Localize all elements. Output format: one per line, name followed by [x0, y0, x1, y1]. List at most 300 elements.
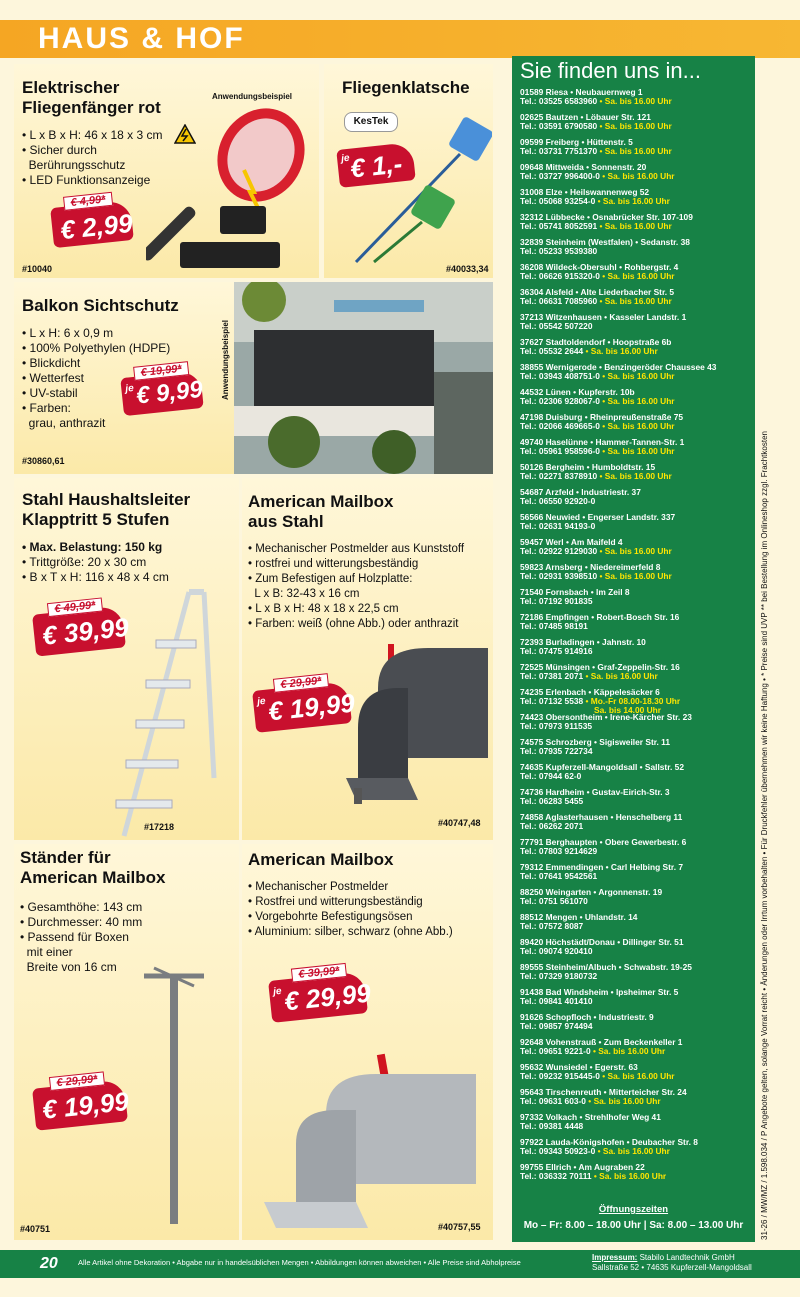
phone-number: Tel.: 05068 93254-0: [520, 195, 596, 206]
impressum-address: Sallstraße 52 • 74635 Kupferzell-Mangoldsall: [592, 1263, 752, 1272]
store-entry: [520, 913, 716, 938]
phone-number: Tel.: 03727 996400-0: [520, 170, 600, 181]
phone-number: Tel.: 07935 722734: [520, 745, 593, 756]
store-address: 32312 Lübbecke • Osnabrücker Str. 107-109: [520, 212, 693, 222]
feature: • Max. Belastung: 150 kg: [22, 540, 163, 554]
separator: •: [599, 1070, 608, 1081]
store-phone: [520, 647, 716, 656]
product-title: [22, 490, 190, 530]
phone-number: Tel.: 05542 507220: [520, 320, 593, 331]
phone-number: Tel.: 09841 401410: [520, 995, 593, 1006]
separator: •: [585, 1095, 594, 1106]
title-line: Stahl Haushaltsleiter: [22, 490, 191, 509]
sku: #40751: [20, 1224, 51, 1234]
feature-list: [22, 128, 162, 188]
store-phone: [520, 922, 716, 931]
store-entry: [520, 863, 716, 888]
store-entry: [520, 113, 716, 138]
footer: [0, 1250, 800, 1278]
saturday-hours: Sa. bis 16.00 Uhr: [604, 95, 672, 106]
feature: • Sicher durch: [22, 143, 97, 157]
feature: grau, anthrazit: [22, 416, 106, 430]
phone-number: Tel.: 07973 911535: [520, 720, 593, 731]
saturday-hours: Sa. bis 16.00 Uhr: [604, 220, 672, 231]
store-phone: [520, 172, 716, 181]
price-badge: [120, 362, 204, 416]
phone-number: Tel.: 03731 7751370: [520, 145, 598, 156]
separator: •: [583, 670, 591, 681]
phone-number: Tel.: 07132 5538: [520, 695, 584, 706]
usage-example-label: Anwendungsbeispiel: [212, 92, 293, 101]
store-phone: [520, 522, 716, 531]
saturday-hours: Sa. bis 16.00 Uhr: [593, 1095, 661, 1106]
product-title: [20, 848, 166, 888]
sku: #40757,55: [438, 1222, 481, 1232]
opening-hours: Mo – Fr: 8.00 – 18.00 Uhr | Sa: 8.00 – 13.00 Uhr: [523, 1220, 744, 1231]
phone-number: Tel.: 02066 469665-0: [520, 420, 600, 431]
product-mailbox-stand: [14, 844, 239, 1240]
store-phone: [520, 447, 716, 456]
old-price: € 4,99*: [63, 192, 113, 211]
feature: • L x B x H: 48 x 18 x 22,5 cm: [248, 603, 399, 615]
store-address: 59457 Werl • Am Maifeld 4: [520, 537, 623, 547]
brand-name: KesTek: [353, 116, 389, 127]
saturday-hours: Sa. bis 16.00 Uhr: [607, 370, 675, 381]
feature: • Gesamthöhe: 143 cm: [20, 900, 143, 914]
store-entry: [520, 813, 716, 838]
phone-number: Tel.: 07944 62-0: [520, 770, 582, 781]
price: € 39,99: [40, 611, 131, 651]
store-entry: [520, 688, 716, 713]
store-phone: [520, 497, 716, 506]
store-phone: [520, 297, 716, 306]
phone-number: Tel.: 09343 50923-0: [520, 1145, 596, 1156]
store-address: 50126 Bergheim • Humboldtstr. 15: [520, 462, 656, 472]
price-badge: [268, 964, 373, 1023]
store-entry: [520, 313, 716, 338]
saturday-hours: Sa. bis 16.00 Uhr: [607, 445, 675, 456]
price-badge: [252, 674, 357, 733]
feature: L x B: 32-43 x 16 cm: [248, 588, 360, 600]
saturday-hours: Sa. bis 16.00 Uhr: [602, 195, 670, 206]
store-phone: [520, 947, 716, 956]
separator: •: [597, 570, 605, 581]
product-fly-zapper: [14, 64, 319, 278]
store-address: 71540 Fornsbach • Im Zeil 8: [520, 587, 630, 597]
store-phone: [520, 672, 716, 681]
separator: •: [590, 1045, 599, 1056]
store-address: 97332 Volkach • Strehlhofer Weg 41: [520, 1112, 661, 1122]
phone-number: Tel.: 05532 2644: [520, 345, 584, 356]
store-address: 59823 Arnsberg • Niedereimerfeld 8: [520, 562, 661, 572]
store-locator: [512, 56, 755, 1242]
store-phone: [520, 1122, 716, 1131]
store-phone: [520, 97, 716, 106]
price-prefix: je: [272, 985, 283, 998]
price: € 2,99: [58, 207, 134, 246]
store-phone: [520, 472, 716, 481]
old-price: € 29,99*: [273, 673, 329, 693]
feature: • Mechanischer Postmelder aus Kunststoff: [248, 543, 465, 555]
store-phone: [520, 797, 716, 806]
store-address: 77791 Berghaupten • Obere Gewerbestr. 6: [520, 837, 687, 847]
saturday-hours: Sa. bis 16.00 Uhr: [607, 270, 675, 281]
product-mailbox-steel: [242, 478, 493, 840]
saturday-hours: Sa. bis 16.00 Uhr: [604, 545, 672, 556]
store-address: 37627 Stadtoldendorf • Hoopstraße 6b: [520, 337, 672, 347]
store-address: 36304 Alsfeld • Alte Liederbacher Str. 5: [520, 287, 675, 297]
price-prefix: je: [340, 152, 351, 165]
store-entry: [520, 1113, 716, 1138]
store-phone: [520, 747, 716, 756]
feature: • Trittgröße: 20 x 30 cm: [22, 555, 147, 569]
product-swatter: [324, 64, 493, 278]
store-phone: [520, 997, 716, 1006]
store-phone: [520, 1047, 716, 1056]
store-address: 54687 Arzfeld • Industriestr. 37: [520, 487, 641, 497]
store-entry: [520, 888, 716, 913]
store-address: 44532 Lünen • Kupferstr. 10b: [520, 387, 635, 397]
phone-number: Tel.: 06631 7085960: [520, 295, 598, 306]
saturday-hours: Sa. bis 16.00 Uhr: [607, 395, 675, 406]
price-badge: [50, 193, 134, 248]
store-entry: [520, 1088, 716, 1113]
price-prefix: je: [124, 382, 135, 395]
store-address: 95643 Tirschenreuth • Mitterteicher Str. 24: [520, 1087, 687, 1097]
saturday-hours: Sa. bis 16.00 Uhr: [607, 170, 675, 181]
saturday-hours: Sa. bis 16.00 Uhr: [604, 470, 672, 481]
store-phone: [520, 822, 716, 831]
phone-number: Tel.: 07485 98191: [520, 620, 588, 631]
store-address: 91438 Bad Windsheim • Ipsheimer Str. 5: [520, 987, 679, 997]
store-entry: [520, 663, 716, 688]
store-phone: [520, 222, 716, 231]
phone-number: Tel.: 07572 8087: [520, 920, 584, 931]
balcony-image: [234, 282, 493, 474]
store-phone: [520, 397, 716, 406]
page-title: HAUS & HOF: [38, 22, 245, 55]
store-entry: [520, 938, 716, 963]
store-entry: [520, 538, 716, 563]
separator: •: [597, 220, 605, 231]
title-line: Fliegenfänger rot: [22, 98, 161, 117]
feature: mit einer: [20, 945, 73, 959]
feature: • Farben: weiß (ohne Abb.) oder anthrazit: [248, 618, 459, 630]
store-address: 31008 Elze • Heilswannenweg 52: [520, 187, 650, 197]
store-entry: [520, 513, 716, 538]
separator: •: [599, 445, 608, 456]
separator: •: [597, 95, 605, 106]
store-address: 95632 Wunsiedel • Egerstr. 63: [520, 1062, 638, 1072]
store-entry: [520, 1138, 716, 1163]
store-phone: [520, 147, 716, 156]
store-phone: [520, 972, 716, 981]
store-address: 74635 Kupferzell-Mangoldsall • Sallstr. 52: [520, 762, 684, 772]
separator: •: [597, 295, 605, 306]
store-phone: [520, 122, 716, 131]
feature-list: [22, 540, 169, 585]
feature: • Mechanischer Postmelder: [248, 881, 389, 893]
store-phone: [520, 722, 716, 731]
old-price: € 49,99*: [47, 597, 103, 617]
store-address: 56566 Neuwied • Engerser Landstr. 337: [520, 512, 676, 522]
feature: • 100% Polyethylen (HDPE): [22, 341, 171, 355]
store-phone: [520, 872, 716, 881]
price-badge: [32, 1073, 131, 1130]
phone-number: Tel.: 09232 915445-0: [520, 1070, 600, 1081]
store-entry: [520, 713, 716, 738]
impressum-label: Impressum:: [592, 1253, 638, 1262]
phone-number: Tel.: 05233 9539380: [520, 245, 598, 256]
separator: •: [599, 395, 608, 406]
store-entry: [520, 263, 716, 288]
store-address: 79312 Emmendingen • Carl Helbing Str. 7: [520, 862, 684, 872]
store-address: 02625 Bautzen • Löbauer Str. 121: [520, 112, 651, 122]
phone-number: Tel.: 07641 9542561: [520, 870, 598, 881]
phone-number: Tel.: 06550 92920-0: [520, 495, 596, 506]
store-address: 72393 Burladingen • Jahnstr. 10: [520, 637, 646, 647]
separator: •: [597, 470, 605, 481]
separator: •: [591, 1170, 600, 1181]
sku: #40747,48: [438, 818, 481, 828]
title-line: Elektrischer: [22, 78, 120, 97]
footer-disclaimer: Alle Artikel ohne Dekoration • Abgabe nur in handelsüblichen Mengen • Abbildungen können abweichen • Alle Preise sind Abholpreise: [78, 1258, 521, 1267]
product-title: American Mailbox: [248, 850, 394, 869]
store-entry: [520, 788, 716, 813]
feature: • LED Funktionsanzeige: [22, 173, 151, 187]
saturday-hours: Sa. bis 16.00 Uhr: [604, 295, 672, 306]
feature-list: [248, 880, 453, 940]
saturday-hours: Sa. bis 16.00 Uhr: [590, 670, 658, 681]
saturday-hours: Sa. bis 16.00 Uhr: [604, 145, 672, 156]
store-address: 97922 Lauda-Königshofen • Deubacher Str. 8: [520, 1137, 698, 1147]
store-address: 38855 Wernigerode • Benzingeröder Chaussee 43: [520, 362, 717, 372]
store-phone: [520, 1147, 716, 1156]
phone-number: Tel.: 03591 6790580: [520, 120, 598, 131]
phone-number: Tel.: 02306 928067-0: [520, 395, 600, 406]
feature: • Zum Befestigen auf Holzplatte:: [248, 573, 413, 585]
separator: •: [599, 420, 608, 431]
feature: • L x H: 6 x 0,9 m: [22, 326, 114, 340]
separator: •: [599, 270, 608, 281]
phone-number: Tel.: 06262 2071: [520, 820, 584, 831]
phone-number: Tel.: 03943 408751-0: [520, 370, 600, 381]
phone-number: Tel.: 09857 974494: [520, 1020, 593, 1031]
store-address: 37213 Witzenhausen • Kasseler Landstr. 1: [520, 312, 687, 322]
store-entry: [520, 763, 716, 788]
store-locator-title: Sie finden uns in...: [520, 58, 702, 83]
store-phone: [520, 622, 716, 631]
saturday-hours: Sa. bis 16.00 Uhr: [604, 570, 672, 581]
store-address: 92648 Vohenstrauß • Zum Beckenkeller 1: [520, 1037, 683, 1047]
price: € 19,99: [266, 687, 357, 727]
sku: #10040: [22, 264, 53, 274]
store-phone: [520, 1172, 716, 1181]
separator: •: [583, 695, 591, 706]
feature: • Aluminium: silber, schwarz (ohne Abb.): [248, 926, 453, 938]
store-entry: [520, 363, 716, 388]
store-entry: [520, 388, 716, 413]
store-entry: [520, 963, 716, 988]
old-price: € 19,99*: [133, 361, 189, 381]
saturday-hours: Sa. bis 16.00 Uhr: [607, 1070, 675, 1081]
feature: • B x T x H: 116 x 48 x 4 cm: [22, 570, 169, 584]
separator: •: [595, 1145, 603, 1156]
feature: • Rostfrei und witterungsbeständig: [248, 896, 423, 908]
store-phone: [520, 1022, 716, 1031]
opening-hours-title: Öffnungszeiten: [598, 1204, 669, 1215]
feature: Breite von 16 cm: [20, 960, 117, 974]
phone-number: Tel.: 07803 9214629: [520, 845, 598, 856]
phone-number: Tel.: 06283 5455: [520, 795, 584, 806]
store-phone: [520, 1097, 716, 1106]
phone-number: Tel.: 0751 561070: [520, 895, 588, 906]
feature-list: [248, 542, 464, 632]
store-phone: [520, 347, 716, 356]
phone-number: Tel.: 05741 8052591: [520, 220, 598, 231]
product-ladder: [14, 478, 239, 840]
store-entry: [520, 638, 716, 663]
store-entry: [520, 838, 716, 863]
mailbox-steel-image: [338, 628, 492, 808]
store-entry: [520, 138, 716, 163]
store-address: 88250 Weingarten • Argonnenstr. 19: [520, 887, 663, 897]
phone-number: Tel.: 07381 2071: [520, 670, 584, 681]
store-address: 99755 Ellrich • Am Augraben 22: [520, 1162, 645, 1172]
saturday-hours: Sa. bis 16.00 Uhr: [590, 345, 658, 356]
store-address: 89555 Steinheim/Albuch • Schwabstr. 19-25: [520, 962, 692, 972]
separator: •: [595, 195, 603, 206]
phone-number: Tel.: 07329 9180732: [520, 970, 598, 981]
store-entry: [520, 163, 716, 188]
store-phone: [520, 422, 716, 431]
separator: •: [599, 370, 608, 381]
impressum-company: Stabilo Landtechnik GmbH: [639, 1253, 735, 1262]
phone-number: Tel.: 05961 958596-0: [520, 445, 600, 456]
store-phone: [520, 572, 716, 581]
store-address: 91626 Schopfloch • Industriestr. 9: [520, 1012, 654, 1022]
store-address: 49740 Haselünne • Hammer-Tannen-Str. 1: [520, 437, 685, 447]
store-address: 74235 Erlenbach • Käppelesäcker 6: [520, 687, 660, 697]
ladder-image: [94, 588, 234, 838]
saturday-hours: Sa. bis 16.00 Uhr: [598, 1045, 666, 1056]
store-address: 74858 Aglasterhausen • Henschelberg 11: [520, 812, 683, 822]
store-phone: [520, 197, 716, 206]
store-entry: [520, 88, 716, 113]
store-entry: [520, 413, 716, 438]
feature: • Vorgebohrte Befestigungsösen: [248, 911, 413, 923]
phone-number: Tel.: 03525 6583960: [520, 95, 598, 106]
store-entry: [520, 338, 716, 363]
store-address: 72525 Münsingen • Graf-Zeppelin-Str. 16: [520, 662, 680, 672]
store-address: 89420 Höchstädt/Donau • Dillinger Str. 51: [520, 937, 684, 947]
store-entry: [520, 463, 716, 488]
separator: •: [597, 545, 605, 556]
feature: • rostfrei und witterungsbeständig: [248, 558, 419, 570]
store-entry: [520, 188, 716, 213]
swatter-image: [334, 114, 492, 264]
product-title: [248, 492, 394, 532]
store-phone: [520, 272, 716, 281]
header-bar: [0, 20, 800, 58]
store-entry: [520, 563, 716, 588]
phone-number: Tel.: 06626 915320-0: [520, 270, 600, 281]
title-line: American Mailbox: [20, 868, 166, 887]
product-title: Fliegenklatsche: [342, 78, 470, 97]
phone-number: Tel.: 09651 9221-0: [520, 1045, 591, 1056]
price: € 19,99: [40, 1085, 131, 1125]
store-entry: [520, 238, 716, 263]
product-title: [22, 78, 161, 118]
phone-number: Tel.: 02922 9129030: [520, 545, 598, 556]
feature: • UV-stabil: [22, 386, 78, 400]
feature: • Wetterfest: [22, 371, 84, 385]
saturday-hours: Sa. bis 16.00 Uhr: [604, 120, 672, 131]
store-entry: [520, 988, 716, 1013]
store-phone: [520, 847, 716, 856]
store-entry: [520, 613, 716, 638]
feature: • Durchmesser: 40 mm: [20, 915, 143, 929]
title-line: aus Stahl: [248, 512, 324, 531]
store-address: 72186 Empfingen • Robert-Bosch Str. 16: [520, 612, 680, 622]
saturday-hours: Mo.-Fr 08.00-18.30 Uhr: [590, 695, 681, 706]
store-address: 01589 Riesa • Neubauernweg 1: [520, 87, 643, 97]
fly-zapper-image: [146, 100, 311, 270]
store-address: 74423 Obersontheim • Irene-Kärcher Str. 23: [520, 712, 692, 722]
store-entry: [520, 1163, 716, 1188]
store-phone: [520, 597, 716, 606]
phone-number: Tel.: 09381 4448: [520, 1120, 584, 1131]
title-line: American Mailbox: [248, 492, 394, 511]
store-phone: [520, 1072, 716, 1081]
store-address: 74736 Hardheim • Gustav-Eirich-Str. 3: [520, 787, 670, 797]
store-phone: [520, 322, 716, 331]
page-number: 20: [40, 1255, 58, 1272]
legal-note: 31-26 / MW/MZ / 1.598.034 / P Angebote gelten, solange Vorrat reicht • Änderungen oder Irrtum vorbehalten • Für Druckfehler übernehmen wir keine Haftung • * Preise sind UVP ** bei Bestellung im Onlineshop zzgl. Frachtkosten: [760, 431, 769, 1240]
saturday-hours: Sa. bis 14.00 Uhr: [594, 704, 662, 715]
feature: • Farben:: [22, 401, 71, 415]
title-line: Ständer für: [20, 848, 111, 867]
store-entry: [520, 1063, 716, 1088]
usage-example-label: Anwendungsbeispiel: [221, 319, 230, 400]
phone-number: Tel.: 07192 901835: [520, 595, 593, 606]
product-title: Balkon Sichtschutz: [22, 296, 179, 315]
separator: •: [583, 345, 591, 356]
product-mailbox-alu: [242, 844, 493, 1240]
separator: •: [597, 120, 605, 131]
stand-image: [134, 964, 214, 1234]
store-address: 32839 Steinheim (Westfalen) • Sedanstr. 38: [520, 237, 690, 247]
store-phone: [520, 772, 716, 781]
phone-number: Tel.: 07475 914916: [520, 645, 593, 656]
store-address: 74575 Schrozberg • Sigisweiler Str. 11: [520, 737, 671, 747]
old-price: € 29,99*: [49, 1071, 105, 1091]
saturday-hours: Sa. bis 16.00 Uhr: [602, 1145, 670, 1156]
feature: • L x B x H: 46 x 18 x 3 cm: [22, 128, 163, 142]
feature: • Blickdicht: [22, 356, 81, 370]
feature-list: [20, 900, 142, 975]
sku: #40033,34: [446, 264, 489, 274]
phone-number: Tel.: 02271 8378910: [520, 470, 598, 481]
sku: #30860,61: [22, 456, 65, 466]
separator: •: [597, 145, 605, 156]
price: € 1,-: [348, 148, 404, 184]
price: € 29,99: [282, 977, 373, 1017]
store-address: 09599 Freiberg • Hüttenstr. 5: [520, 137, 633, 147]
store-address: 36208 Wildeck-Obersuhl • Rohbergstr. 4: [520, 262, 679, 272]
store-entry: [520, 488, 716, 513]
store-entry: [520, 1038, 716, 1063]
